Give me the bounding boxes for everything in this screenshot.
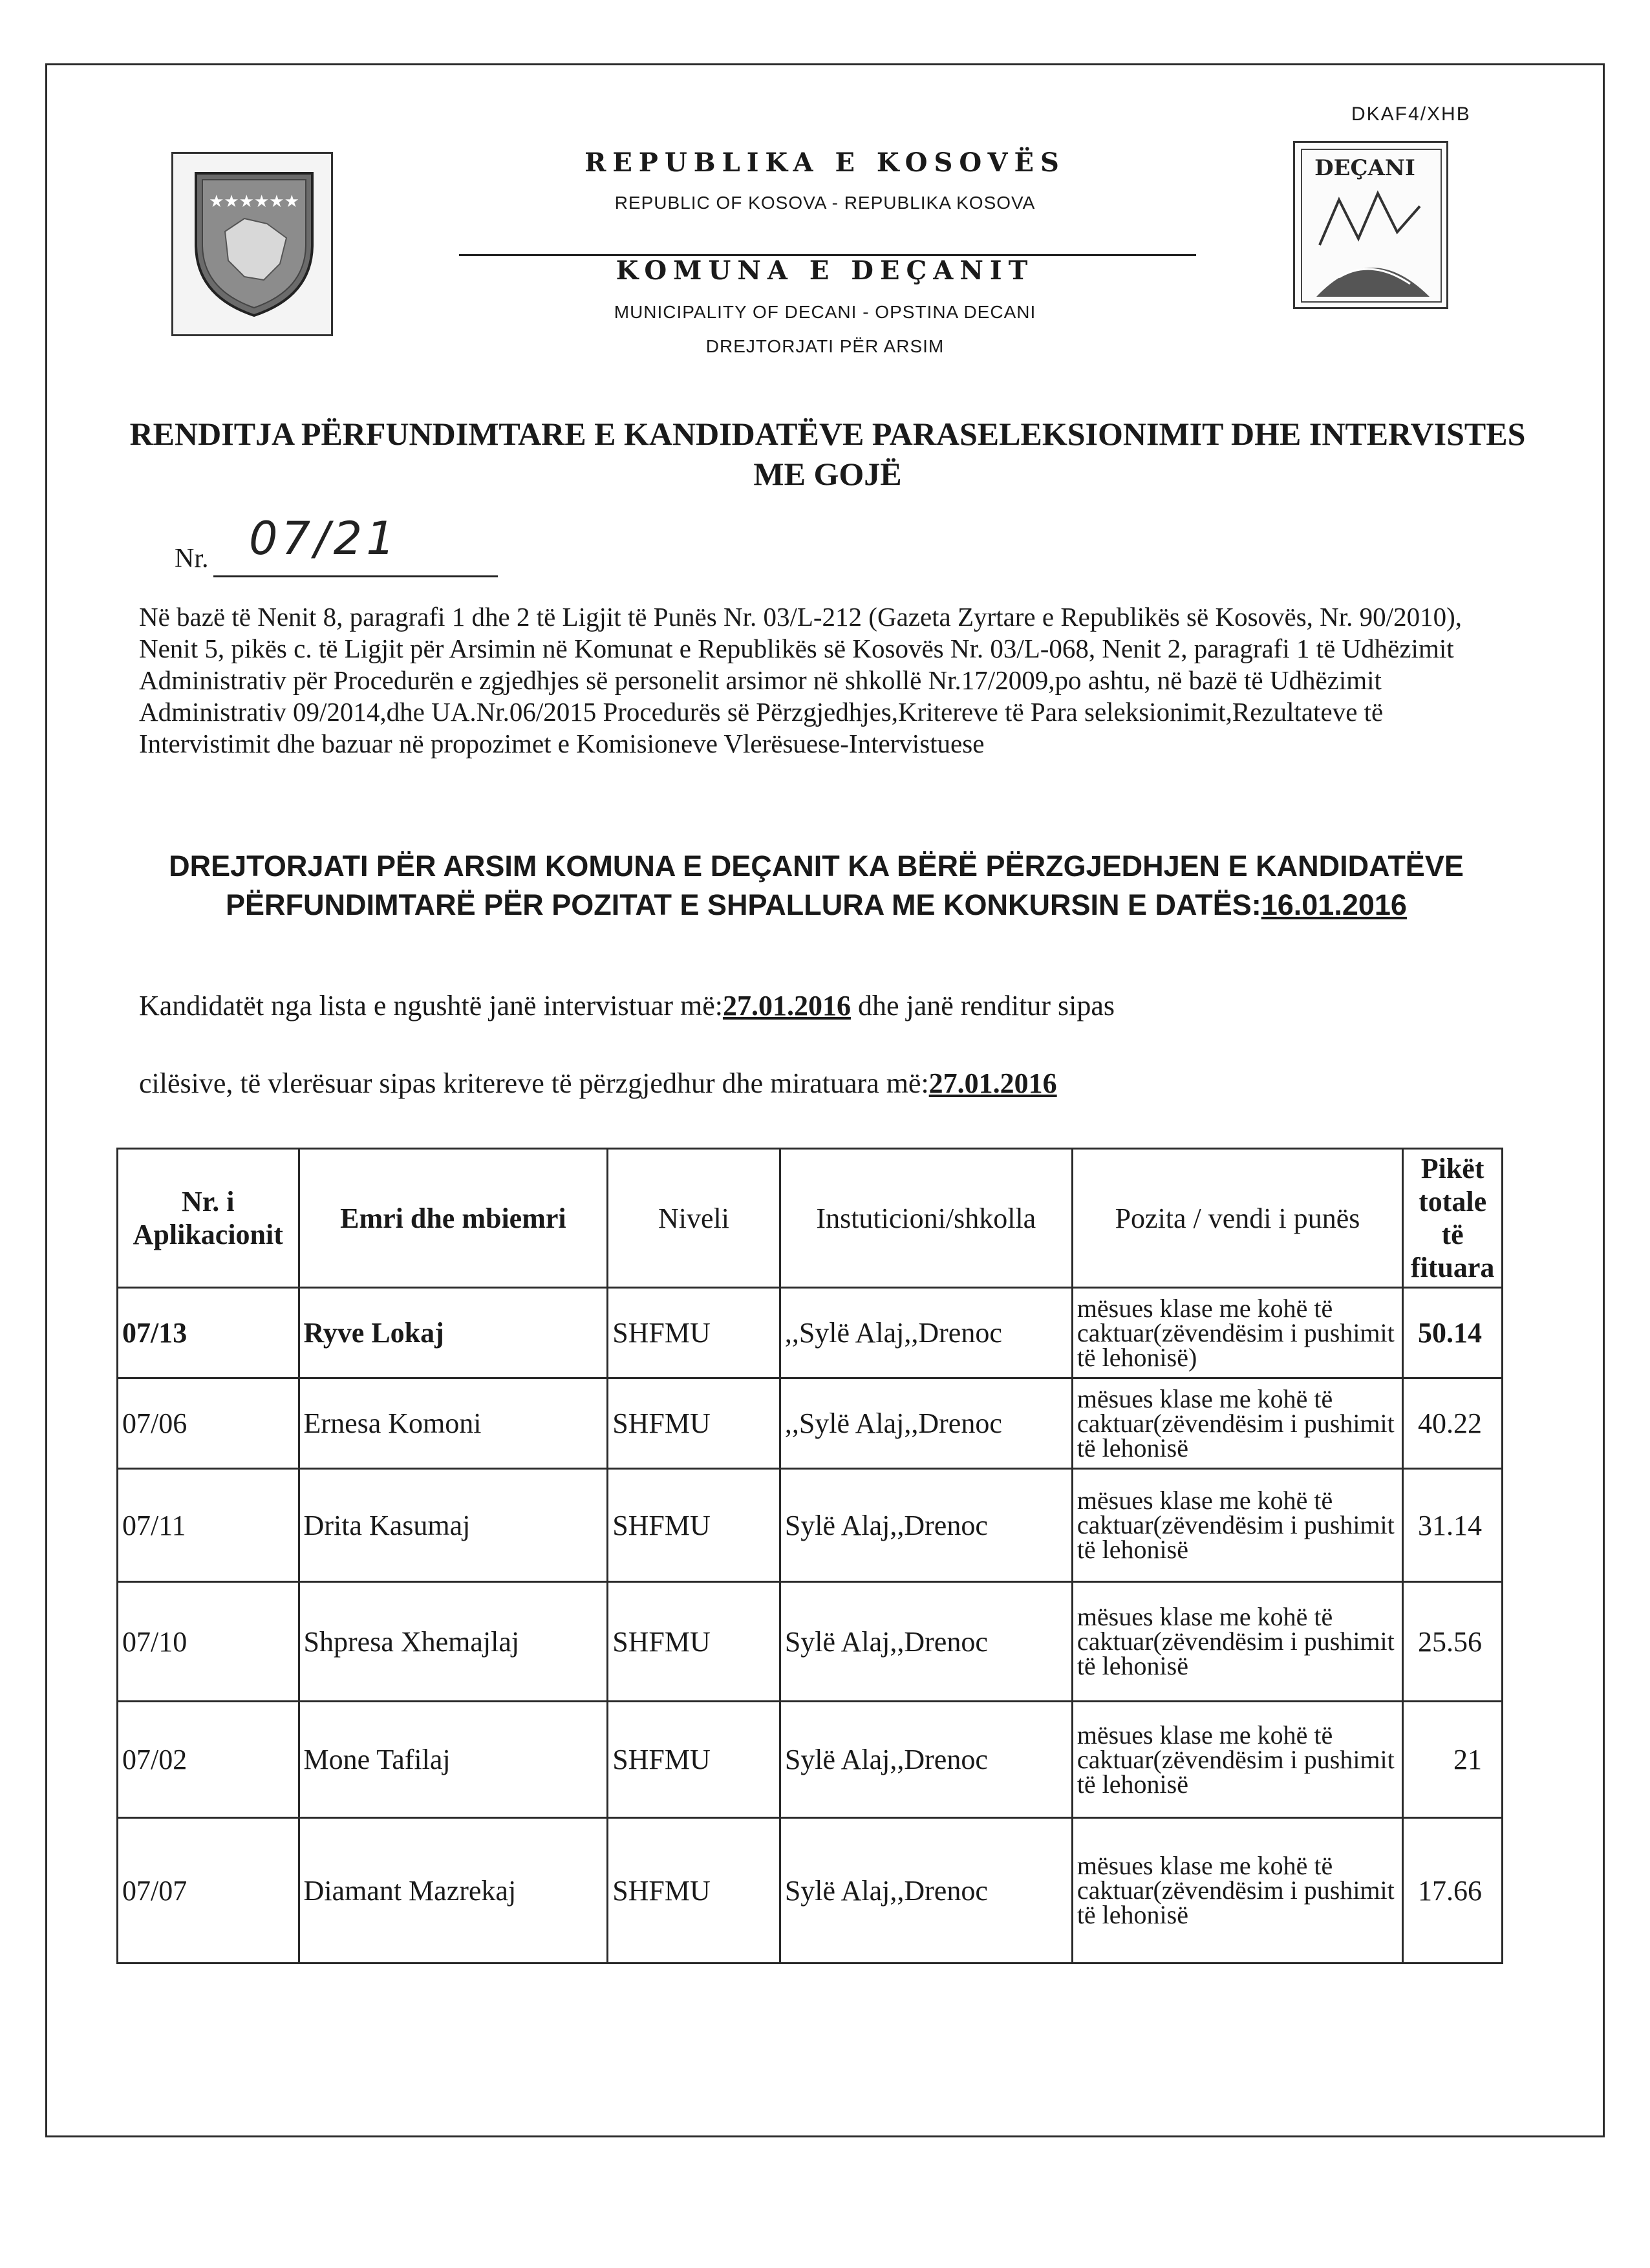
cell-institution: Sylë Alaj,,Drenoc	[780, 1818, 1072, 1963]
cell-application-nr: 07/11	[118, 1469, 299, 1582]
header-institution: Instuticioni/shkolla	[780, 1149, 1072, 1288]
table-row	[118, 1469, 1503, 1582]
cell-application-nr: 07/13	[118, 1288, 299, 1378]
cell-level: SHFMU	[608, 1582, 780, 1702]
cell-application-nr: 07/07	[118, 1818, 299, 1963]
decision-heading	[139, 847, 1494, 925]
cell-institution: ,,Sylë Alaj,,Drenoc	[780, 1378, 1072, 1469]
nr-underline	[213, 575, 498, 577]
legal-basis-paragraph: Në bazë të Nenit 8, paragrafi 1 dhe 2 të Ligjit të Punës Nr. 03/L-212 (Gazeta Zyrtare e Republikës së Kosovës, Nr. 90/2010), Nenit 5, pikës c. të Ligjit për Arsimin në Komunat e Republikës së Kosovës Nr. 03/L-068, Nenit 2, paragrafi 1 të Udhëzimit Administrativ për Procedurën e zgjedhjes së personelit arsimor në shkollë Nr.17/2009,po ashtu, në bazë të Udhëzimit Administrativ 09/2014,dhe UA.Nr.06/2015 Procedurës së Përzgjedhjes,Kritereve të Para seleksionimit,Rezultateve të Intervistimit dhe bazuar në propozimet e Komisioneve Vlerësuese-Intervistuese	[139, 602, 1462, 758]
cell-application-nr: 07/06	[118, 1378, 299, 1469]
cell-application-nr: 07/02	[118, 1702, 299, 1818]
header-level: Niveli	[608, 1149, 780, 1288]
cell-level: SHFMU	[608, 1378, 780, 1469]
cell-name: Drita Kasumaj	[299, 1469, 608, 1582]
table-row	[118, 1582, 1503, 1702]
decision-text: DREJTORJATI PËR ARSIM KOMUNA E DEÇANIT KA BËRË PËRZGJEDHJEN E KANDIDATËVE PËRFUNDIMTARË PËR POZITAT E SHPALLURA ME KONKURSIN E DATËS:	[169, 850, 1464, 921]
republic-subtitle: REPUBLIC OF KOSOVA - REPUBLIKA KOSOVA	[614, 193, 1036, 213]
cell-level: SHFMU	[608, 1818, 780, 1963]
interview-paragraph	[139, 989, 1115, 1022]
decision-date: 16.01.2016	[1261, 888, 1407, 921]
cell-points: 31.14	[1403, 1469, 1503, 1582]
cell-name: Mone Tafilaj	[299, 1702, 608, 1818]
nr-value: 07/21	[249, 512, 399, 565]
decani-logo	[1293, 141, 1448, 309]
cell-level: SHFMU	[608, 1469, 780, 1582]
cell-name: Shpresa Xhemajlaj	[299, 1582, 608, 1702]
approval-date: 27.01.2016	[928, 1067, 1057, 1099]
directorate: DREJTORJATI PËR ARSIM	[705, 336, 945, 356]
republic-title: REPUBLIKA E KOSOVËS	[584, 147, 1066, 178]
document-code: DKAF4/XHB	[1351, 103, 1471, 125]
cell-institution: Sylë Alaj,,Drenoc	[780, 1469, 1072, 1582]
cell-position: mësues klase me kohë të caktuar(zëvendësim i pushimit të lehonisë)	[1072, 1288, 1402, 1378]
header-name: Emri dhe mbiemri	[299, 1149, 608, 1288]
table-row	[118, 1702, 1503, 1818]
interview-text: Kandidatët nga lista e ngushtë janë intervistuar më:	[139, 990, 723, 1022]
header-position: Pozita / vendi i punës	[1072, 1149, 1402, 1288]
table-row	[118, 1288, 1503, 1378]
kosovo-coat-of-arms-icon	[189, 167, 319, 322]
interview-date: 27.01.2016	[722, 990, 851, 1022]
cell-position: mësues klase me kohë të caktuar(zëvendësim i pushimit të lehonisë	[1072, 1818, 1402, 1963]
cell-position: mësues klase me kohë të caktuar(zëvendësim i pushimit të lehonisë	[1072, 1378, 1402, 1469]
cell-institution: Sylë Alaj,,Drenoc	[780, 1582, 1072, 1702]
cell-name: Ryve Lokaj	[299, 1288, 608, 1378]
cell-institution: Sylë Alaj,,Drenoc	[780, 1702, 1072, 1818]
cell-level: SHFMU	[608, 1702, 780, 1818]
cell-points: 25.56	[1403, 1582, 1503, 1702]
logo-text: DEÇANI	[1314, 155, 1415, 181]
header-points: Pikët totale të fituara	[1403, 1149, 1503, 1288]
interview-tail: dhe janë renditur sipas	[850, 990, 1115, 1022]
cell-name: Diamant Mazrekaj	[299, 1818, 608, 1963]
cell-application-nr: 07/10	[118, 1582, 299, 1702]
cell-level: SHFMU	[608, 1288, 780, 1378]
municipality-title: KOMUNA E DEÇANIT	[616, 255, 1034, 286]
cell-name: Ernesa Komoni	[299, 1378, 608, 1469]
decani-logo-icon	[1300, 148, 1442, 303]
municipality-subtitle: MUNICIPALITY OF DECANI - OPSTINA DECANI	[614, 302, 1036, 322]
cell-position: mësues klase me kohë të caktuar(zëvendësim i pushimit të lehonisë	[1072, 1582, 1402, 1702]
cell-position: mësues klase me kohë të caktuar(zëvendësim i pushimit të lehonisë	[1072, 1702, 1402, 1818]
cell-points: 40.22	[1403, 1378, 1503, 1469]
table-header-row	[118, 1149, 1503, 1288]
svg-text:★★★★★★: ★★★★★★	[209, 192, 299, 211]
table-row	[118, 1378, 1503, 1469]
cell-points: 17.66	[1403, 1818, 1503, 1963]
cell-position: mësues klase me kohë të caktuar(zëvendësim i pushimit të lehonisë	[1072, 1469, 1402, 1582]
header-application-nr: Nr. i Aplikacionit	[118, 1149, 299, 1288]
table-row	[118, 1818, 1503, 1963]
approval-paragraph	[139, 1067, 1057, 1100]
nr-label: Nr.	[175, 544, 209, 573]
approval-text: cilësive, të vlerësuar sipas kritereve të përzgjedhur dhe miratuara më:	[139, 1067, 929, 1099]
ranking-table	[116, 1148, 1503, 1964]
cell-points: 50.14	[1403, 1288, 1503, 1378]
cell-institution: ,,Sylë Alaj,,Drenoc	[780, 1288, 1072, 1378]
document-title: RENDITJA PËRFUNDIMTARE E KANDIDATËVE PARASELEKSIONIMIT DHE INTERVISTES ME GOJË	[129, 416, 1526, 492]
cell-points: 21	[1403, 1702, 1503, 1818]
